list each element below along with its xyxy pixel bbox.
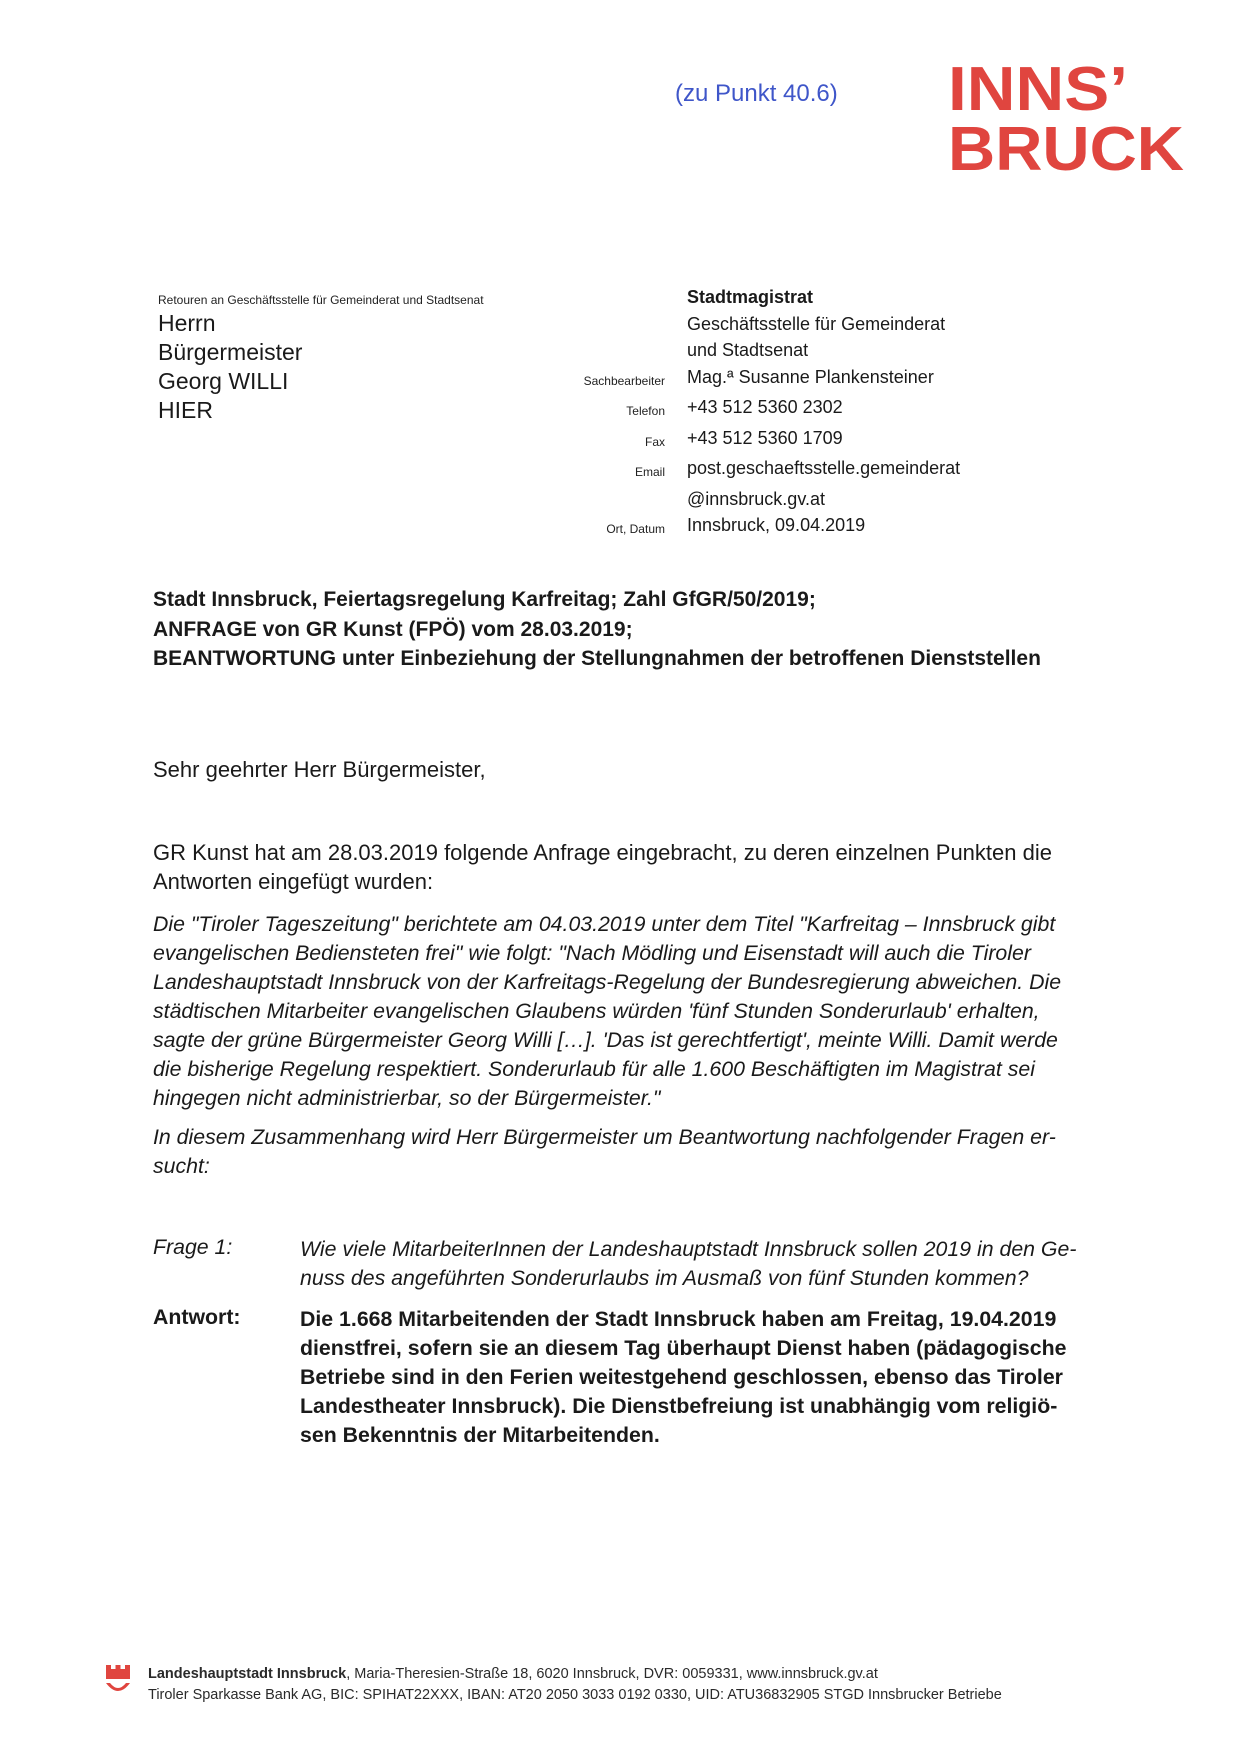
phone-number: +43 512 5360 2302 bbox=[687, 397, 843, 417]
innsbruck-logo bbox=[948, 58, 1188, 178]
city-emblem-icon bbox=[104, 1665, 132, 1699]
footer bbox=[148, 1664, 1002, 1706]
quoted-inquiry bbox=[153, 910, 1143, 1113]
answer-line: Landestheater Innsbruck). Die Dienstbefreiung ist unabhängig vom religiö- bbox=[300, 1394, 1058, 1418]
email-label: Email bbox=[634, 465, 665, 479]
date-label: Ort, Datum bbox=[606, 522, 665, 536]
quote-line: sagte der grüne Bürgermeister Georg Willi […]. 'Das ist gerechtfertigt', meinte Willi. Damit werde bbox=[153, 1028, 1058, 1052]
quote-line: städtischen Mitarbeiter evangelischen Glaubens würden 'fünf Stunden Sonderurlaub' erhalten, bbox=[153, 999, 1040, 1023]
request-line: In diesem Zusammenhang wird Herr Bürgermeister um Beantwortung nachfolgender Fragen er- bbox=[153, 1125, 1056, 1149]
phone-label: Telefon bbox=[626, 404, 665, 418]
answer-line: Die 1.668 Mitarbeitenden der Stadt Innsbruck haben am Freitag, 19.04.2019 bbox=[300, 1307, 1057, 1331]
return-address: Retouren an Geschäftsstelle für Gemeinderat und Stadtsenat bbox=[158, 293, 484, 307]
clerk-name: Mag.ª Susanne Plankensteiner bbox=[687, 366, 934, 387]
recipient-line: Georg WILLI bbox=[158, 368, 289, 394]
question-text bbox=[300, 1235, 1076, 1293]
fax-label: Fax bbox=[644, 434, 665, 449]
sender-block bbox=[560, 284, 1020, 543]
recipient-address bbox=[158, 309, 302, 425]
reference-note: (zu Punkt 40.6) bbox=[675, 80, 838, 107]
recipient-line: Herrn bbox=[158, 310, 216, 336]
quote-line: die bisherige Regelung respektiert. Sonderurlaub für alle 1.600 Beschäftigten im Magistrat sei bbox=[153, 1057, 1035, 1081]
question-label: Frage 1: bbox=[153, 1235, 233, 1259]
footer-org: Landeshauptstadt Innsbruck bbox=[148, 1666, 347, 1682]
intro-paragraph: GR Kunst hat am 28.03.2019 folgende Anfrage eingebracht, zu deren einzelnen Punkten die Antworten eingefügt wurden: bbox=[153, 840, 1052, 894]
sender-dept: und Stadtsenat bbox=[687, 340, 809, 360]
footer-line-1 bbox=[148, 1664, 1002, 1685]
request-line: sucht: bbox=[153, 1154, 210, 1178]
answer-line: Betriebe sind in den Ferien weitestgehend geschlossen, ebenso das Tiroler bbox=[300, 1365, 1063, 1389]
logo-line-1: INNS’ bbox=[948, 58, 1128, 124]
subject-line: ANFRAGE von GR Kunst (FPÖ) vom 28.03.2019; bbox=[153, 617, 633, 641]
email-address-domain: @innsbruck.gv.at bbox=[687, 488, 825, 509]
subject-line: BEANTWORTUNG unter Einbeziehung der Stellungnahmen der betroffenen Dienststellen bbox=[153, 647, 1041, 670]
fax-number: +43 512 5360 1709 bbox=[687, 427, 843, 448]
sender-dept: Geschäftsstelle für Gemeinderat bbox=[687, 313, 946, 334]
question-line: Wie viele MitarbeiterInnen der Landeshauptstadt Innsbruck sollen 2019 in den Ge- bbox=[300, 1237, 1077, 1261]
salutation: Sehr geehrter Herr Bürgermeister, bbox=[153, 757, 486, 782]
question-line: nuss des angeführten Sonderurlaubs im Ausmaß von fünf Stunden kommen? bbox=[300, 1266, 1029, 1290]
place-date: Innsbruck, 09.04.2019 bbox=[687, 515, 866, 535]
subject-line: Stadt Innsbruck, Feiertagsregelung Karfreitag; Zahl GfGR/50/2019; bbox=[153, 588, 816, 611]
sender-org: Stadtmagistrat bbox=[687, 287, 814, 307]
footer-line-2: Tiroler Sparkasse Bank AG, BIC: SPIHAT22XXX, IBAN: AT20 2050 3033 0192 0330, UID: ATU36832905 STGD Innsbrucker Betriebe bbox=[148, 1687, 1002, 1703]
recipient-line: Bürgermeister bbox=[158, 339, 303, 365]
recipient-line: HIER bbox=[158, 397, 213, 423]
footer-address: , Maria-Theresien-Straße 18, 6020 Innsbruck, DVR: 0059331, www.innsbruck.gv.at bbox=[346, 1666, 878, 1682]
quote-line: Die "Tiroler Tageszeitung" berichtete am 04.03.2019 unter dem Titel "Karfreitag – Innsbruck gibt bbox=[153, 912, 1056, 936]
answer-line: dienstfrei, sofern sie an diesem Tag überhaupt Dienst haben (pädagogische bbox=[300, 1336, 1067, 1360]
request-paragraph bbox=[153, 1123, 1143, 1181]
answer-line: sen Bekenntnis der Mitarbeitenden. bbox=[300, 1423, 660, 1447]
clerk-label: Sachbearbeiter bbox=[583, 373, 665, 388]
quote-line: Landeshauptstadt Innsbruck von der Karfreitags-Regelung der Bundesregierung abweichen. Die bbox=[153, 970, 1062, 994]
answer-label: Antwort: bbox=[153, 1305, 241, 1329]
answer-text bbox=[300, 1305, 1066, 1450]
quote-line: hingegen nicht administrierbar, so der Bürgermeister." bbox=[153, 1086, 661, 1110]
quote-line: evangelischen Bediensteten frei" wie folgt: "Nach Mödling und Eisenstadt will auch die Tiroler bbox=[153, 941, 1031, 965]
email-address: post.geschaeftsstelle.gemeinderat bbox=[687, 458, 961, 478]
logo-line-2: BRUCK bbox=[948, 115, 1185, 178]
subject bbox=[153, 585, 1041, 674]
